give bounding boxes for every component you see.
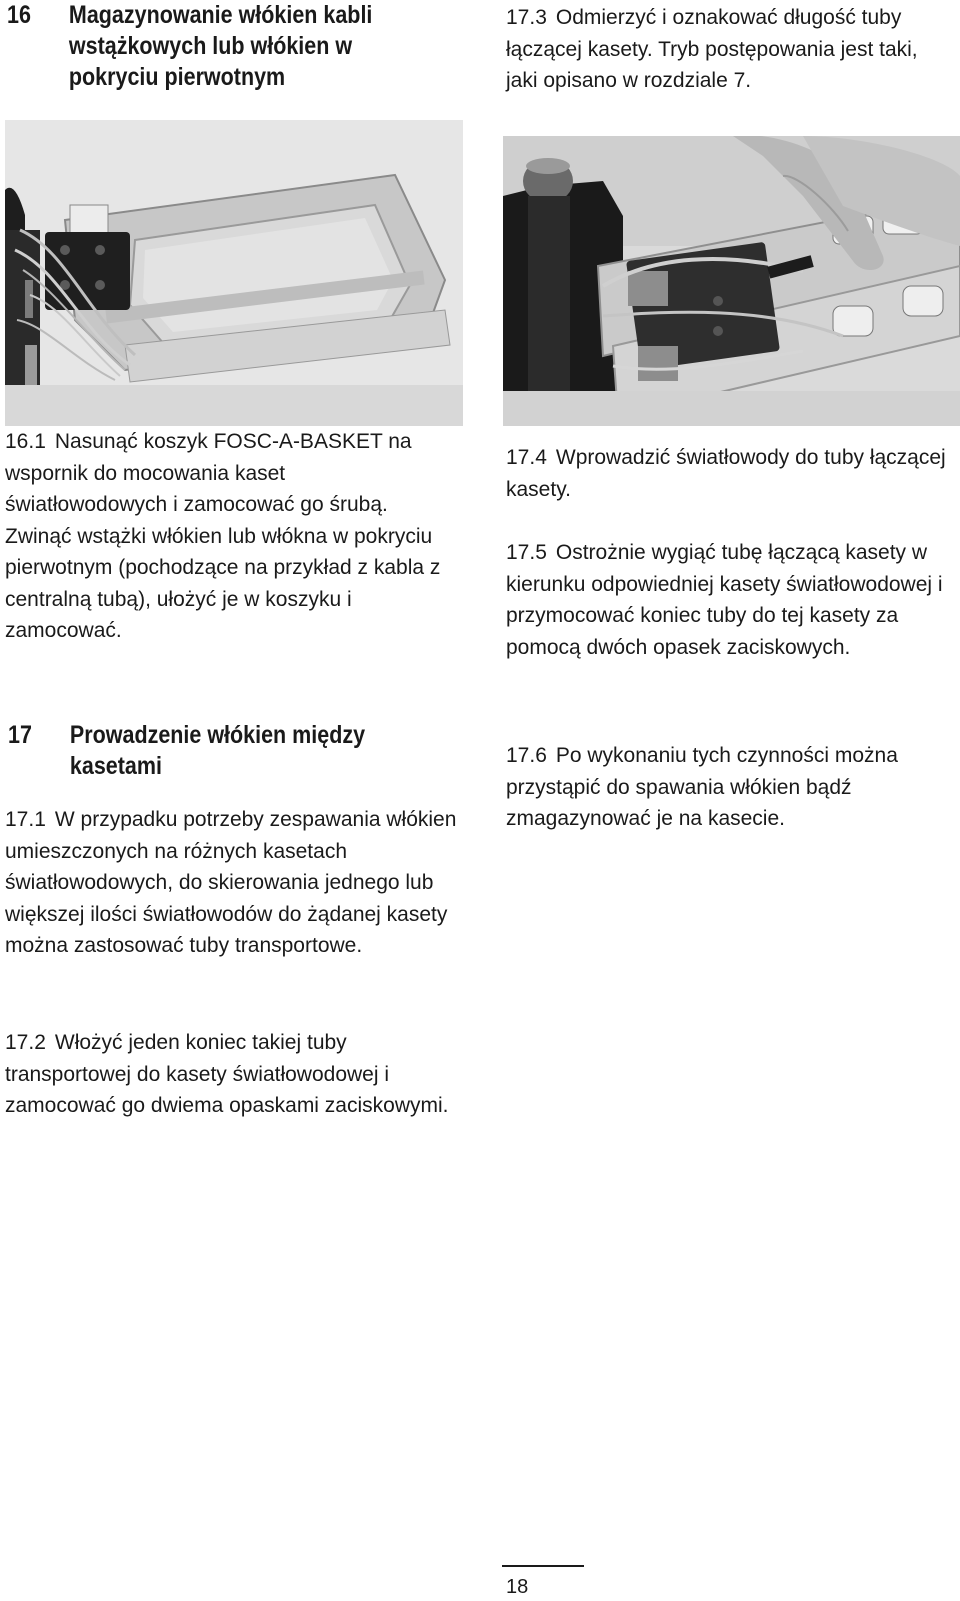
paragraph-17-1 [5, 804, 463, 962]
paragraph-text: Odmierzyć i oznakować długość tuby łączącej kasety. Tryb postępowania jest taki, jaki opisano w rozdziale 7. [506, 6, 918, 92]
footer-rule [502, 1565, 584, 1567]
section-16-heading [7, 0, 372, 93]
section-17-number: 17 [8, 721, 32, 749]
section-16-title: Magazynowanie włókien kabli wstążkowych lub włókien w pokryciu pierwotnym [68, 1, 373, 91]
paragraph-number: 17.2 [5, 1031, 46, 1054]
paragraph-number: 17.3 [506, 6, 547, 29]
photo-connecting-tube-illustration [503, 136, 960, 426]
paragraph-number: 16.1 [5, 430, 46, 453]
paragraph-17-6 [506, 740, 951, 835]
photo-connecting-tube [503, 136, 960, 426]
paragraph-text: W przypadku potrzeby zespawania włókien umieszczonych na różnych kasetach światłowodowych, do skierowania jednego lub większej ilości światłowodów do żądanej kasety można zastosować tuby transportowe. [5, 808, 457, 957]
paragraph-number: 17.6 [506, 744, 547, 767]
section-17-heading [8, 720, 365, 782]
paragraph-number: 17.4 [506, 446, 547, 469]
paragraph-17-3 [506, 2, 951, 97]
paragraph-text: Po wykonaniu tych czynności można przystąpić do spawania włókien bądź zmagazynować je na kasecie. [506, 744, 898, 830]
paragraph-17-4 [506, 442, 951, 505]
photo-fiber-basket-illustration [5, 120, 463, 426]
section-17-title: Prowadzenie włókien między kasetami [69, 721, 366, 780]
page-number: 18 [506, 1576, 529, 1598]
section-16-number: 16 [7, 1, 31, 29]
paragraph-17-2 [5, 1027, 453, 1122]
paragraph-17-5 [506, 537, 951, 663]
paragraph-text: Wprowadzić światłowody do tuby łączącej kasety. [506, 446, 946, 501]
paragraph-text: Ostrożnie wygiąć tubę łączącą kasety w kierunku odpowiedniej kasety światłowodowej i przymocować koniec tuby do tej kasety za pomocą dwóch opasek zaciskowych. [506, 541, 943, 659]
photo-fiber-basket [5, 120, 463, 426]
paragraph-number: 17.5 [506, 541, 547, 564]
paragraph-16-1 [5, 426, 453, 647]
paragraph-text: Włożyć jeden koniec takiej tuby transportowej do kasety światłowodowej i zamocować go dwiema opaskami zaciskowymi. [5, 1031, 449, 1117]
paragraph-text: Nasunąć koszyk FOSC-A-BASKET na wspornik do mocowania kaset światłowodowych i zamocować go śrubą. Zwinąć wstążki włókien lub włókna w pokryciu pierwotnym (pochodzące na przykład z kabla z centralną tubą), ułożyć je w koszyku i zamocować. [5, 430, 441, 642]
paragraph-number: 17.1 [5, 808, 46, 831]
